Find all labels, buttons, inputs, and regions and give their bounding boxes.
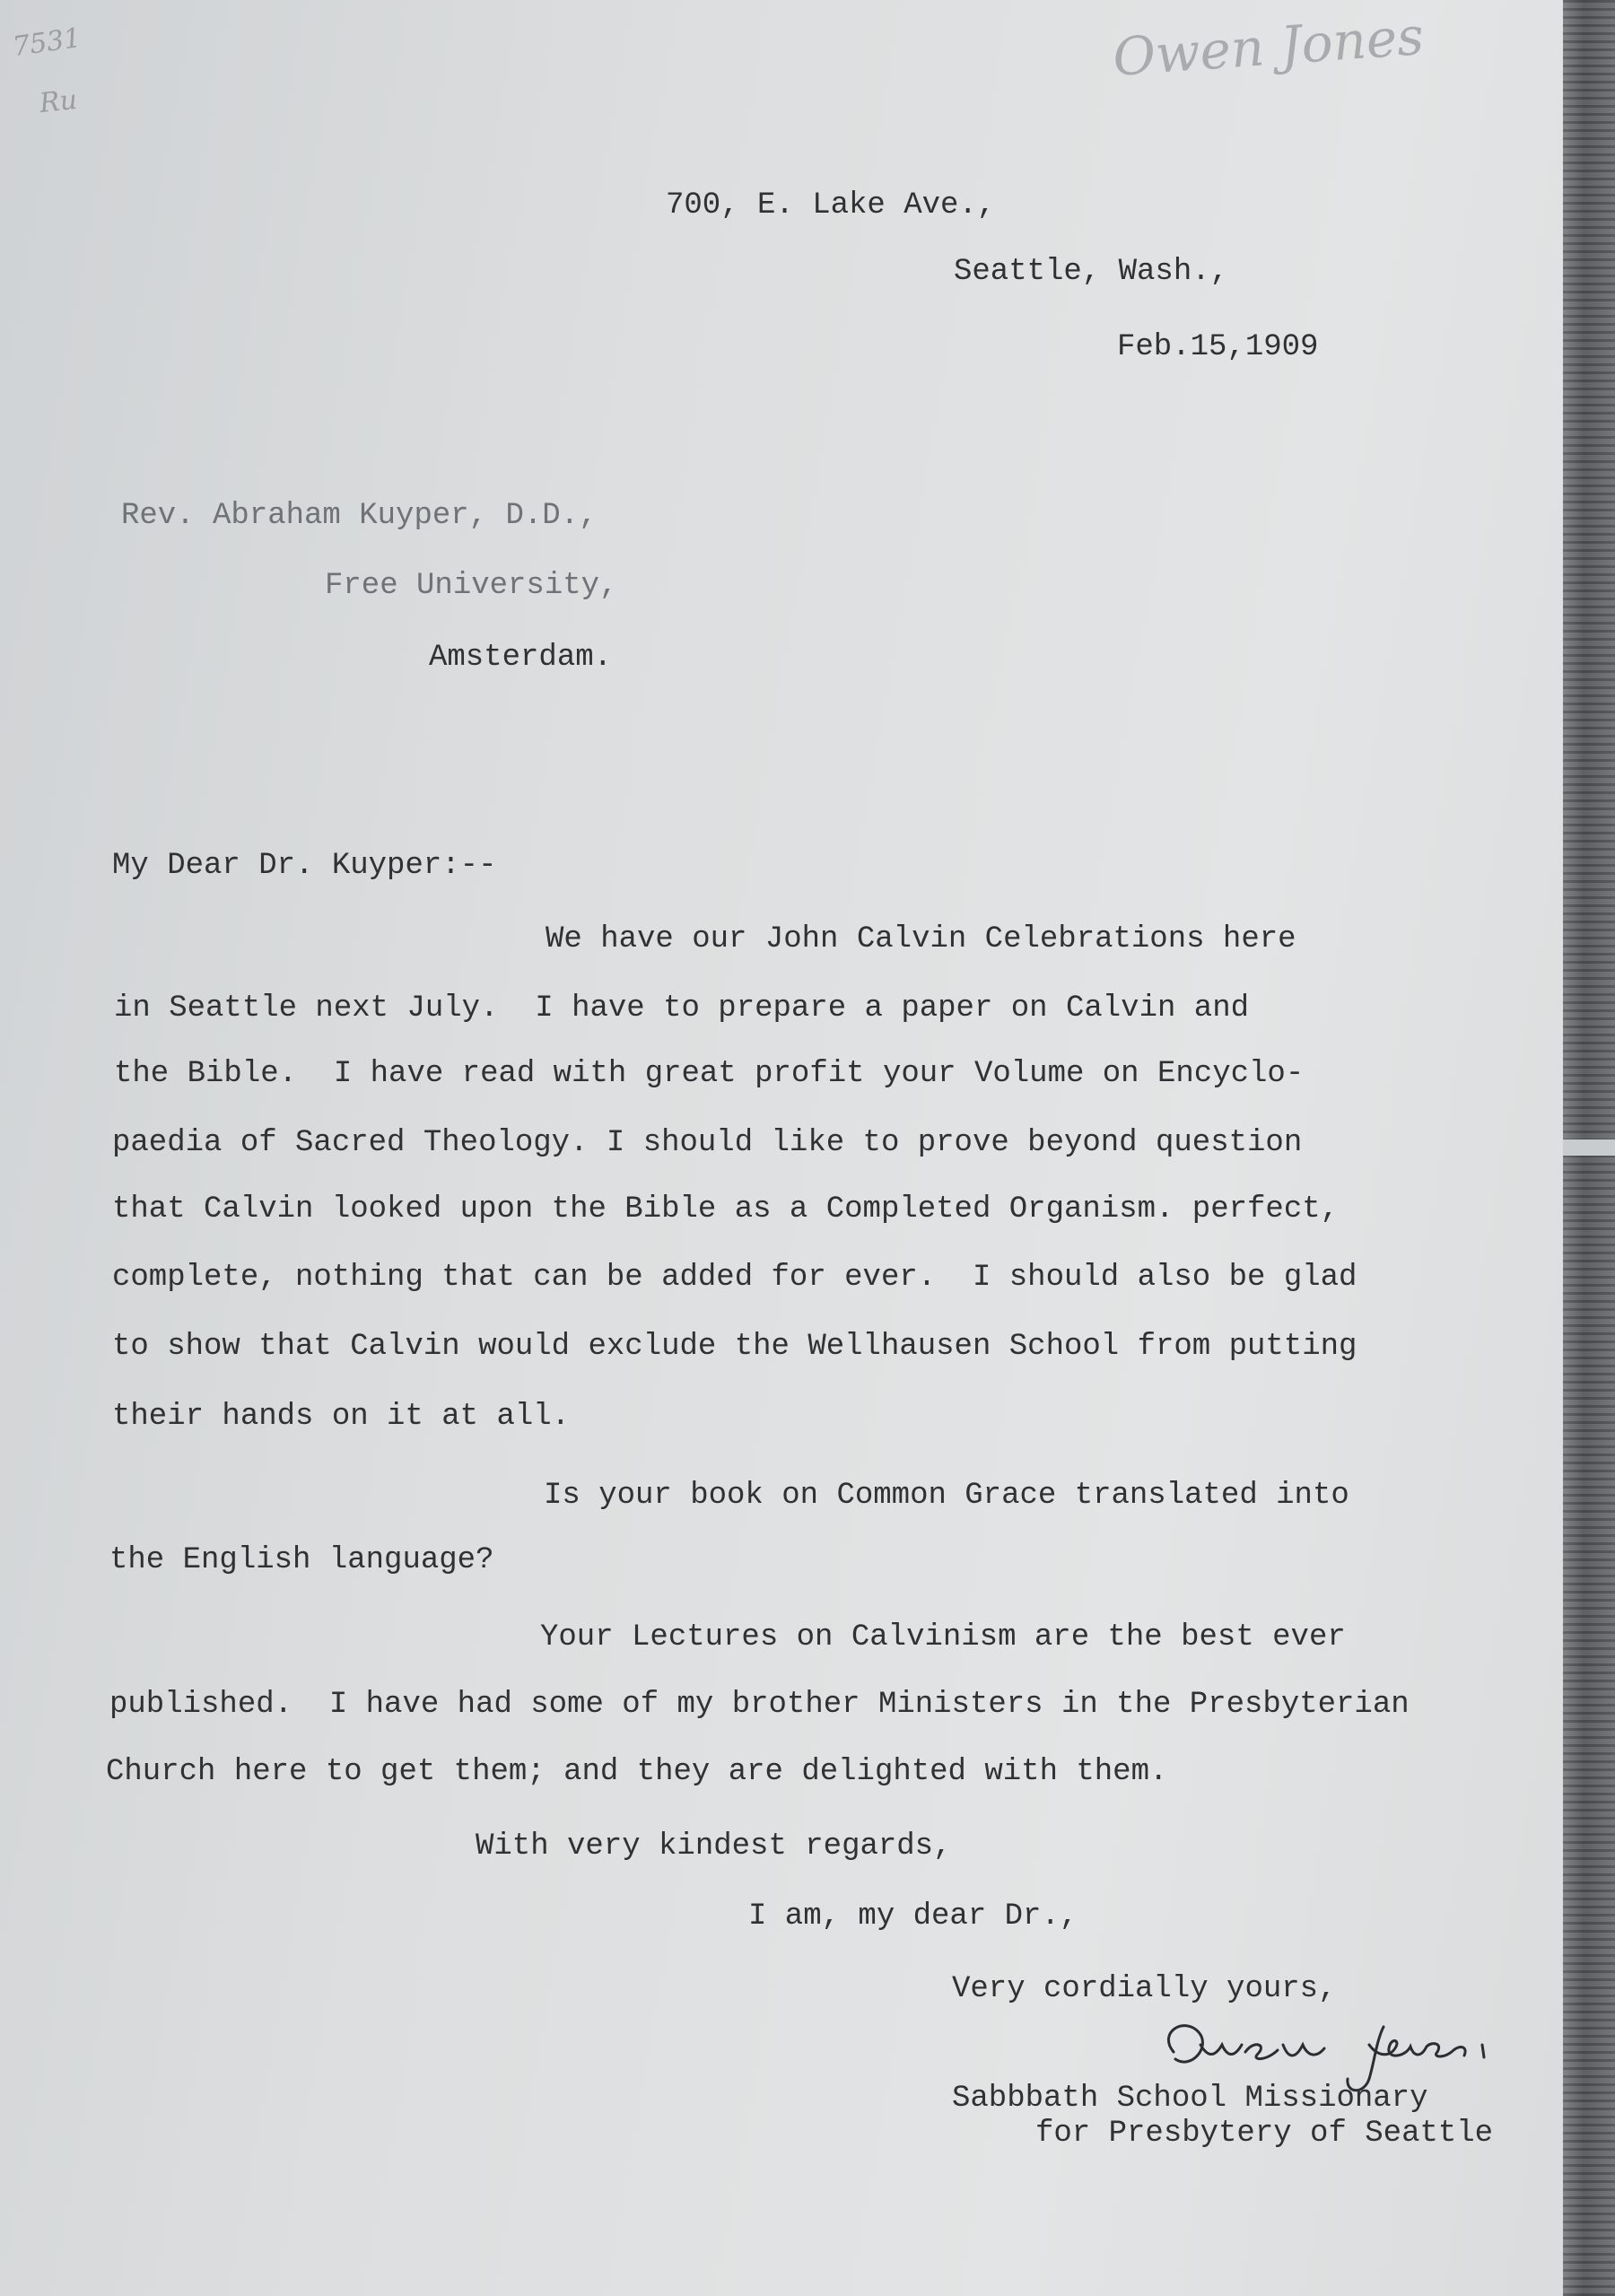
letter-date: Feb.15,1909 bbox=[1117, 330, 1319, 364]
address-city: Seattle, Wash., bbox=[954, 255, 1229, 289]
scan-edge-gap bbox=[1563, 1139, 1615, 1156]
margin-mark: Ru bbox=[38, 83, 79, 120]
body-line: that Calvin looked upon the Bible as a Completed Organism. perfect, bbox=[112, 1192, 1340, 1227]
recipient-city: Amsterdam. bbox=[429, 641, 613, 675]
closing-yours: Very cordially yours, bbox=[952, 1972, 1337, 2006]
body-line: Church here to get them; and they are delighted with them. bbox=[106, 1755, 1168, 1789]
closing-iam: I am, my dear Dr., bbox=[748, 1899, 1078, 1934]
closing-title2: for Presbytery of Seattle bbox=[1035, 2117, 1494, 2151]
body-line: We have our John Calvin Celebrations here bbox=[546, 922, 1296, 956]
body-line: their hands on it at all. bbox=[112, 1400, 571, 1434]
body-line: Your Lectures on Calvinism are the best ever bbox=[540, 1620, 1346, 1654]
body-line: the English language? bbox=[109, 1543, 494, 1577]
body-line: to show that Calvin would exclude the Wellhausen School from putting bbox=[112, 1330, 1357, 1364]
body-line: complete, nothing that can be added for ever. I should also be glad bbox=[112, 1261, 1357, 1295]
margin-number: 7531 bbox=[10, 22, 83, 64]
recipient-name: Rev. Abraham Kuyper, D.D., bbox=[121, 499, 598, 533]
body-line: in Seattle next July. I have to prepare a paper on Calvin and bbox=[114, 991, 1250, 1026]
body-line: published. I have had some of my brother Ministers in the Presbyterian bbox=[109, 1688, 1410, 1722]
closing-regards: With very kindest regards, bbox=[476, 1829, 952, 1864]
address-street: 700, E. Lake Ave., bbox=[666, 188, 996, 223]
pencil-name: Owen Jones bbox=[1111, 4, 1426, 89]
recipient-institution: Free University, bbox=[325, 569, 618, 603]
body-line: Is your book on Common Grace translated into bbox=[544, 1479, 1349, 1513]
body-line: the Bible. I have read with great profit your Volume on Encyclo- bbox=[114, 1057, 1305, 1091]
body-line: paedia of Sacred Theology. I should like to prove beyond question bbox=[112, 1126, 1303, 1160]
closing-title1: Sabbbath School Missionary bbox=[952, 2082, 1428, 2116]
salutation: My Dear Dr. Kuyper:-- bbox=[112, 849, 497, 883]
